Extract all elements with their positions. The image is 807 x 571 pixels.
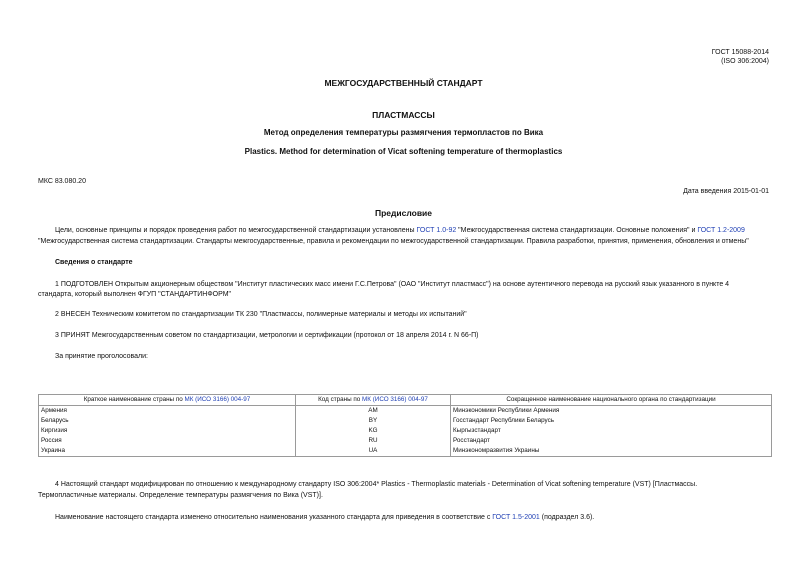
preface-paragraph-line1: Цели, основные принципы и порядок проведения работ по межгосударственной стандартизации установлены ГОСТ 1.0-92 "Межгосударственная система стандартизации. Основные положения" и ГОСТ 1.2-2009	[55, 227, 745, 234]
national-body-cell: Кыргызстандарт	[451, 426, 772, 436]
item4-line1: 4 Настоящий стандарт модифицирован по отношению к международному стандарту ISO 306:2004* Plastics - Thermoplastic materials - Determination of Vicat softening temperature (VST) [Пластмассы.	[55, 481, 698, 488]
naming-note: Наименование настоящего стандарта изменено относительно наименования указанного стандарта для приведения в соответствие с ГОСТ 1.5-2001 (подраздел 3.6).	[55, 514, 595, 521]
national-body-cell: Минэкономики Республики Армения	[451, 406, 772, 417]
item1-line2: стандарта, который выполнен ФГУП "СТАНДАРТИНФОРМ"	[38, 291, 232, 298]
subject-heading: ПЛАСТМАССЫ	[372, 110, 435, 120]
table-row	[39, 446, 772, 457]
code-cell: RU	[296, 436, 451, 446]
standard-number: ГОСТ 15088-2014	[711, 49, 769, 56]
gost-1-2-2009-link[interactable]: ГОСТ 1.2-2009	[697, 227, 745, 234]
country-cell: Беларусь	[39, 416, 296, 426]
code-cell: UA	[296, 446, 451, 457]
code-cell: AM	[296, 406, 451, 417]
standard-code-block	[712, 48, 769, 66]
introduction-date: Дата введения 2015-01-01	[683, 188, 769, 195]
header-country-name: Краткое наименование страны по МК (ИСО 3166) 004-97	[39, 395, 296, 406]
preface-heading: Предисловие	[374, 208, 433, 218]
country-cell: Киргизия	[39, 426, 296, 436]
table-row	[39, 436, 772, 446]
voted-label: За принятие проголосовали:	[55, 353, 148, 360]
country-cell: Армения	[39, 406, 296, 417]
info-heading: Сведения о стандарте	[55, 259, 133, 266]
mks-code: МКС 83.080.20	[38, 178, 86, 185]
item1-line1: 1 ПОДГОТОВЛЕН Открытым акционерным обществом "Институт пластических масс имени Г.С.Петрова" (ОАО "Институт пластмасс") на основе аутентичного перевода на русский язык указанного в пункте 4	[55, 281, 730, 288]
country-cell: Россия	[39, 436, 296, 446]
table-row	[39, 416, 772, 426]
title-russian: Метод определения температуры размягчения термопластов по Вика	[263, 128, 544, 137]
mk-iso-3166-link[interactable]: МК (ИСО 3166) 004-97	[184, 396, 251, 403]
national-body-cell: Госстандарт Республики Беларусь	[451, 416, 772, 426]
gost-1-5-2001-link[interactable]: ГОСТ 1.5-2001	[492, 514, 540, 521]
mk-iso-3166-link[interactable]: МК (ИСО 3166) 004-97	[362, 396, 428, 403]
national-body-cell: Росстандарт	[451, 436, 772, 446]
item4-line2: Термопластичные материалы. Определение температуры размягчения по Вика (VST)].	[38, 492, 323, 499]
table-row	[39, 426, 772, 436]
table-header-row	[39, 395, 772, 406]
preface-paragraph-line2: "Межгосударственная система стандартизации. Стандарты межгосударственные, правила и рекомендации по межгосударственной стандартизации. Правила разработки, принятия, применения, обновления и отмены"	[38, 238, 749, 245]
country-cell: Украина	[39, 446, 296, 457]
interstate-standard-heading: МЕЖГОСУДАРСТВЕННЫЙ СТАНДАРТ	[324, 78, 483, 88]
item2: 2 ВНЕСЕН Техническим комитетом по стандартизации ТК 230 "Пластмассы, полимерные материалы и методы их испытаний"	[55, 311, 467, 318]
title-english: Plastics. Method for determination of Vicat softening temperature of thermoplastics	[244, 147, 563, 156]
member-states-table	[38, 394, 772, 457]
iso-number: (ISO 306:2004)	[721, 58, 769, 65]
national-body-cell: Минэкономразвития Украины	[451, 446, 772, 457]
code-cell: KG	[296, 426, 451, 436]
code-cell: BY	[296, 416, 451, 426]
table-row	[39, 406, 772, 417]
header-national-body: Сокращенное наименование национального органа по стандартизации	[451, 395, 772, 406]
header-country-code: Код страны по МК (ИСО 3166) 004-97	[296, 395, 451, 406]
gost-1-0-92-link[interactable]: ГОСТ 1.0-92	[416, 227, 457, 234]
item3: 3 ПРИНЯТ Межгосударственным советом по стандартизации, метрологии и сертификации (протокол от 18 апреля 2014 г. N 66-П)	[55, 332, 479, 339]
